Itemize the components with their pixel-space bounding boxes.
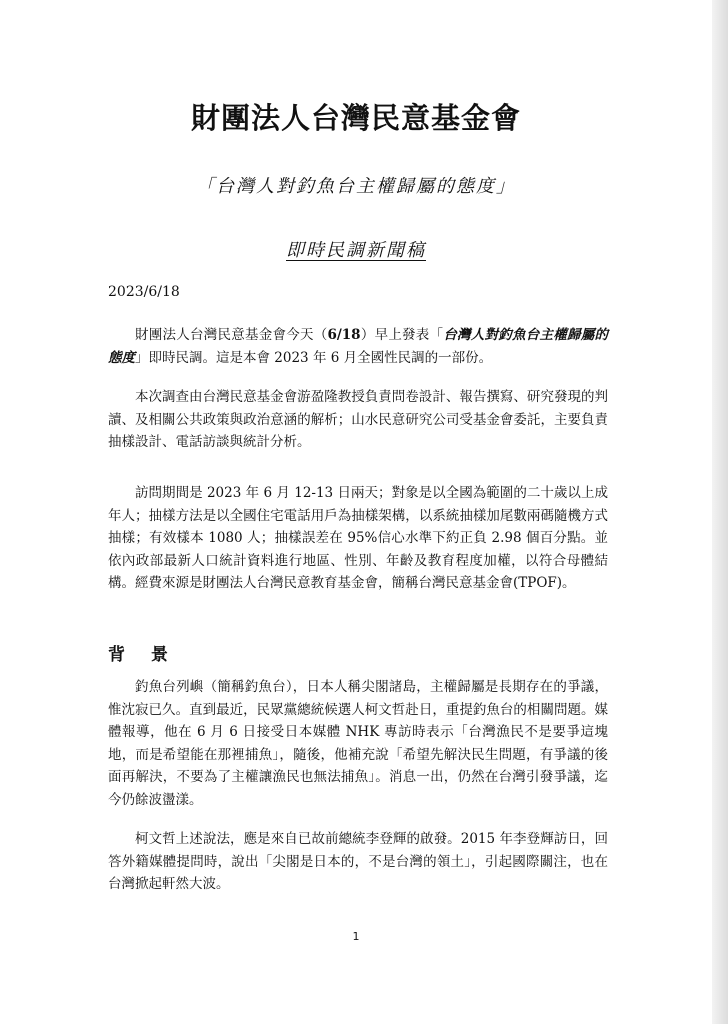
release-label-text: 即時民調新聞稿 <box>286 240 426 261</box>
paragraph-lee-teng-hui: 柯文哲上述說法，應是來自已故前總統李登輝的啟發。2015 年李登輝訪日，回答外籍媒體提問時，說出「尖閣是日本的，不是台灣的領土」，引起國際關注，也在台灣掀起軒然大波。 <box>108 831 608 892</box>
paragraph-methodology: 訪問期間是 2023 年 6 月 12-13 日兩天；對象是以全國為範圍的二十歲以上成年人；抽樣方法是以全國住宅電話用戶為抽樣架構，以系統抽樣加尾數兩碼隨機方式抽樣；有效樣本 1080 人；抽樣誤差在 95%信心水準下約正負 2.98 個百分點。並依內政部最新人口統計資料進行地區、性別、年齡及教育程度加權，以符合母體結構。經費來源是財團法人台灣民意教育基金會，簡稱台灣民意基金會(TPOF)。 <box>108 485 608 591</box>
document-title: 財團法人台灣民意基金會 <box>190 101 521 135</box>
page-edge <box>712 0 728 1024</box>
para1-pre: 財團法人台灣民意基金會今天（ <box>135 327 328 343</box>
section-heading: 背 景 <box>108 645 178 665</box>
para1-date: 6/18 <box>327 327 361 343</box>
para1-post: 」即時民調。這是本會 2023 年 6 月全國性民調的一部份。 <box>135 349 493 366</box>
page-number: 1 <box>352 930 360 943</box>
paragraph-background: 釣魚台列嶼（簡稱釣魚台），日本人稱尖閣諸島，主權歸屬是長期存在的爭議，惟沈寂已久。直到最近，民眾黨總統候選人柯文哲赴日，重提釣魚台的相關問題。媒體報導，他在 6 月 6 日接受日本媒體 NHK 專訪時表示「台灣漁民不是要爭這塊地，而是希望能在那裡捕魚」，隨後，他補充說「希望先解決民生問題，有爭議的後面再解決，不要為了主權讓漁民也無法捕魚」。消息一出，仍然在台灣引發爭議，迄今仍餘波盪漾。 <box>108 679 608 808</box>
document-subtitle: 「台灣人對釣魚台主權歸屬的態度」 <box>196 176 516 197</box>
paragraph-survey-design: 本次調查由台灣民意基金會游盈隆教授負責問卷設計、報告撰寫、研究發現的判讀、及相關公共政策與政治意涵的解析；山水民意研究公司受基金會委託，主要負責抽樣設計、電話訪談與統計分析。 <box>108 389 608 450</box>
paragraph-intro <box>108 324 608 369</box>
release-date: 2023/6/18 <box>108 284 180 300</box>
para1-emphasis: 台灣人對釣魚台主權歸屬的態度 <box>108 327 609 366</box>
para1-mid: ）早上發表「 <box>360 327 444 343</box>
release-label <box>0 236 712 262</box>
